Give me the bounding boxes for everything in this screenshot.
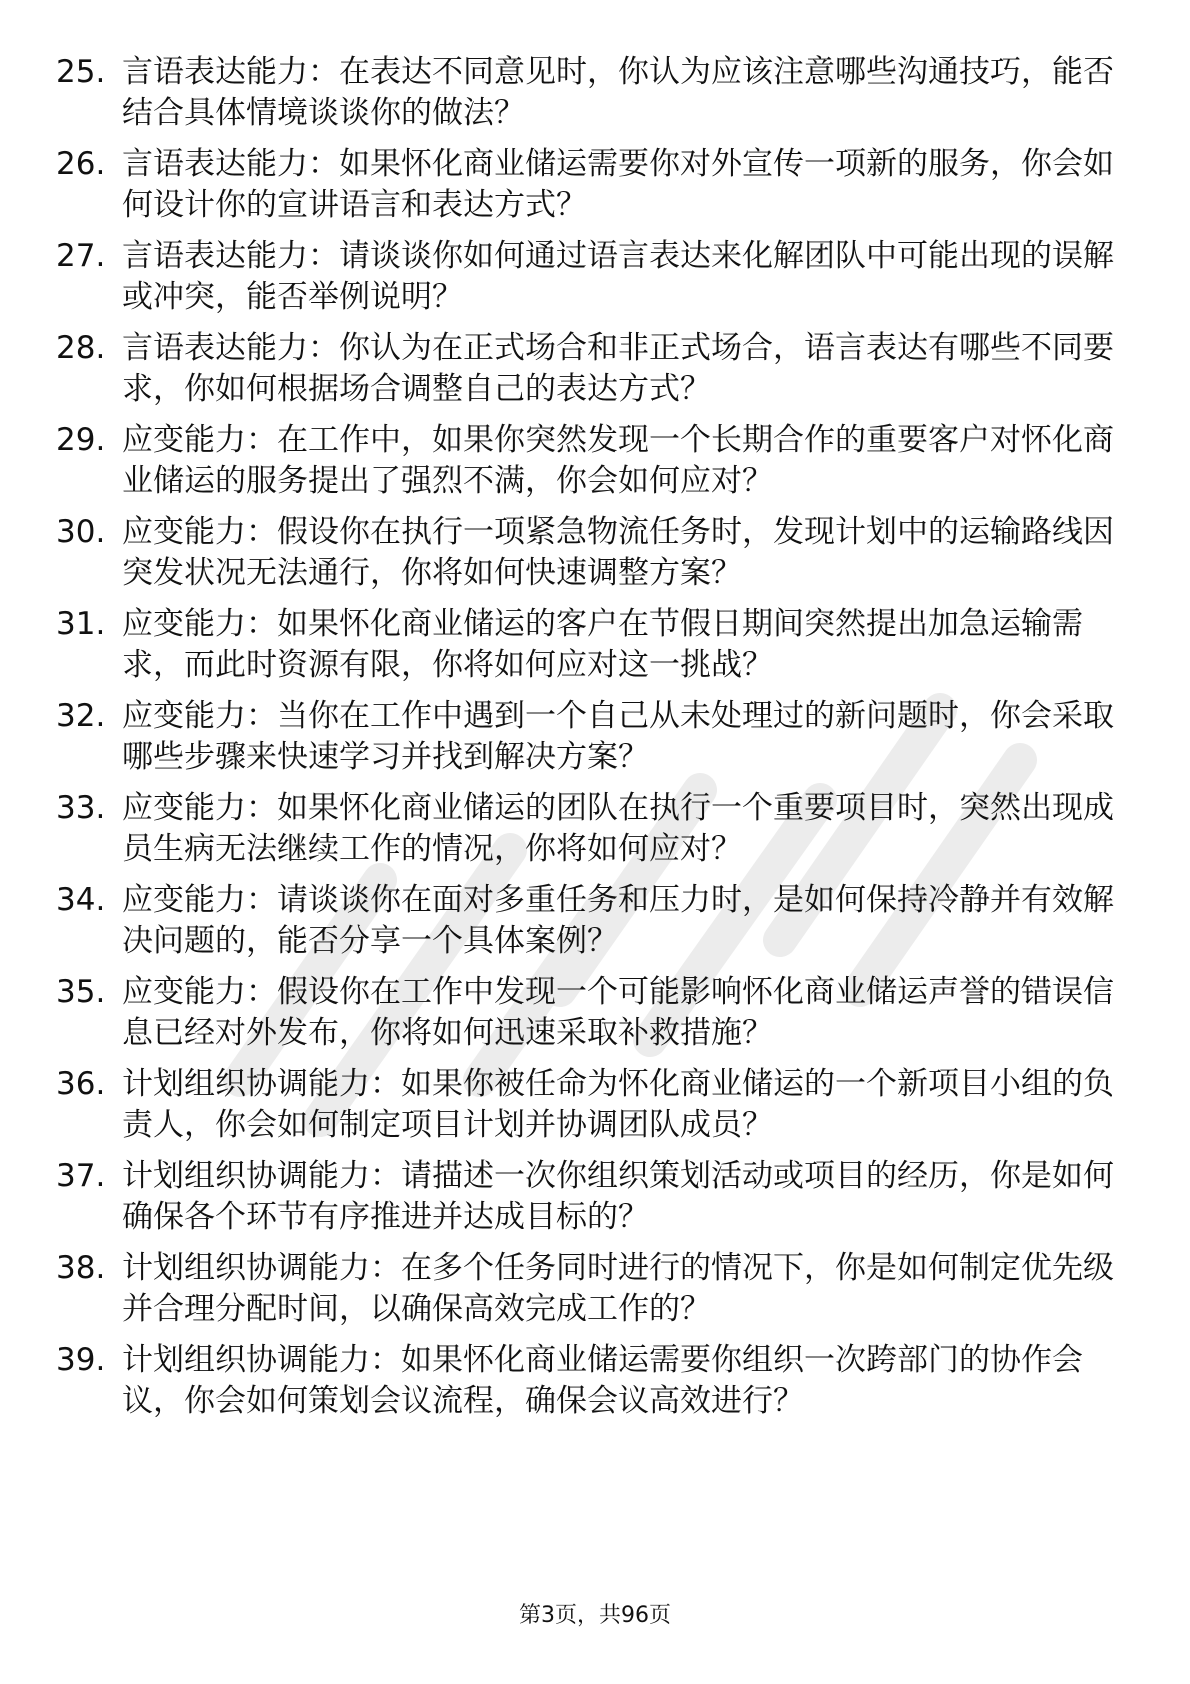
- question-number: 26.: [56, 146, 106, 182]
- question-item: [56, 1156, 1126, 1248]
- question-text: 应变能力：请谈谈你在面对多重任务和压力时，是如何保持冷静并有效解决问题的，能否分享一个具体案例？: [122, 882, 1114, 959]
- question-number: 25.: [56, 54, 106, 90]
- question-number: 39.: [56, 1342, 106, 1378]
- question-item: [56, 696, 1126, 788]
- question-list: [56, 52, 1126, 1432]
- question-item: [56, 1248, 1126, 1340]
- question-number: 38.: [56, 1250, 106, 1286]
- question-text: 计划组织协调能力：在多个任务同时进行的情况下，你是如何制定优先级并合理分配时间，以确保高效完成工作的？: [122, 1250, 1114, 1327]
- question-item: [56, 788, 1126, 880]
- question-text: 应变能力：假设你在执行一项紧急物流任务时，发现计划中的运输路线因突发状况无法通行，你将如何快速调整方案？: [122, 514, 1114, 591]
- question-text: 言语表达能力：如果怀化商业储运需要你对外宣传一项新的服务，你会如何设计你的宣讲语言和表达方式？: [122, 146, 1114, 223]
- question-text: 应变能力：在工作中，如果你突然发现一个长期合作的重要客户对怀化商业储运的服务提出了强烈不满，你会如何应对？: [122, 422, 1114, 499]
- question-number: 35.: [56, 974, 106, 1010]
- question-item: [56, 52, 1126, 144]
- question-item: [56, 236, 1126, 328]
- question-item: [56, 512, 1126, 604]
- question-item: [56, 420, 1126, 512]
- question-text: 言语表达能力：你认为在正式场合和非正式场合，语言表达有哪些不同要求，你如何根据场合调整自己的表达方式？: [122, 330, 1114, 407]
- question-text: 应变能力：如果怀化商业储运的团队在执行一个重要项目时，突然出现成员生病无法继续工作的情况，你将如何应对？: [122, 790, 1114, 867]
- question-item: [56, 328, 1126, 420]
- question-item: [56, 144, 1126, 236]
- question-text: 计划组织协调能力：如果怀化商业储运需要你组织一次跨部门的协作会议，你会如何策划会议流程，确保会议高效进行？: [122, 1342, 1083, 1419]
- question-text: 计划组织协调能力：请描述一次你组织策划活动或项目的经历，你是如何确保各个环节有序推进并达成目标的？: [122, 1158, 1114, 1235]
- question-number: 31.: [56, 606, 106, 642]
- question-number: 37.: [56, 1158, 106, 1194]
- question-number: 32.: [56, 698, 106, 734]
- question-item: [56, 972, 1126, 1064]
- question-number: 30.: [56, 514, 106, 550]
- question-text: 言语表达能力：请谈谈你如何通过语言表达来化解团队中可能出现的误解或冲突，能否举例说明？: [122, 238, 1114, 315]
- question-number: 36.: [56, 1066, 106, 1102]
- question-number: 34.: [56, 882, 106, 918]
- question-number: 28.: [56, 330, 106, 366]
- question-item: [56, 880, 1126, 972]
- question-text: 应变能力：假设你在工作中发现一个可能影响怀化商业储运声誉的错误信息已经对外发布，你将如何迅速采取补救措施？: [122, 974, 1114, 1051]
- question-text: 计划组织协调能力：如果你被任命为怀化商业储运的一个新项目小组的负责人，你会如何制定项目计划并协调团队成员？: [122, 1066, 1114, 1143]
- question-text: 言语表达能力：在表达不同意见时，你认为应该注意哪些沟通技巧，能否结合具体情境谈谈你的做法？: [122, 54, 1114, 131]
- question-item: [56, 1064, 1126, 1156]
- question-text: 应变能力：如果怀化商业储运的客户在节假日期间突然提出加急运输需求，而此时资源有限，你将如何应对这一挑战？: [122, 606, 1083, 683]
- question-number: 33.: [56, 790, 106, 826]
- question-item: [56, 604, 1126, 696]
- page-footer: 第3页，共96页: [519, 1603, 671, 1628]
- question-number: 27.: [56, 238, 106, 274]
- question-number: 29.: [56, 422, 106, 458]
- question-item: [56, 1340, 1126, 1432]
- question-text: 应变能力：当你在工作中遇到一个自己从未处理过的新问题时，你会采取哪些步骤来快速学习并找到解决方案？: [122, 698, 1114, 775]
